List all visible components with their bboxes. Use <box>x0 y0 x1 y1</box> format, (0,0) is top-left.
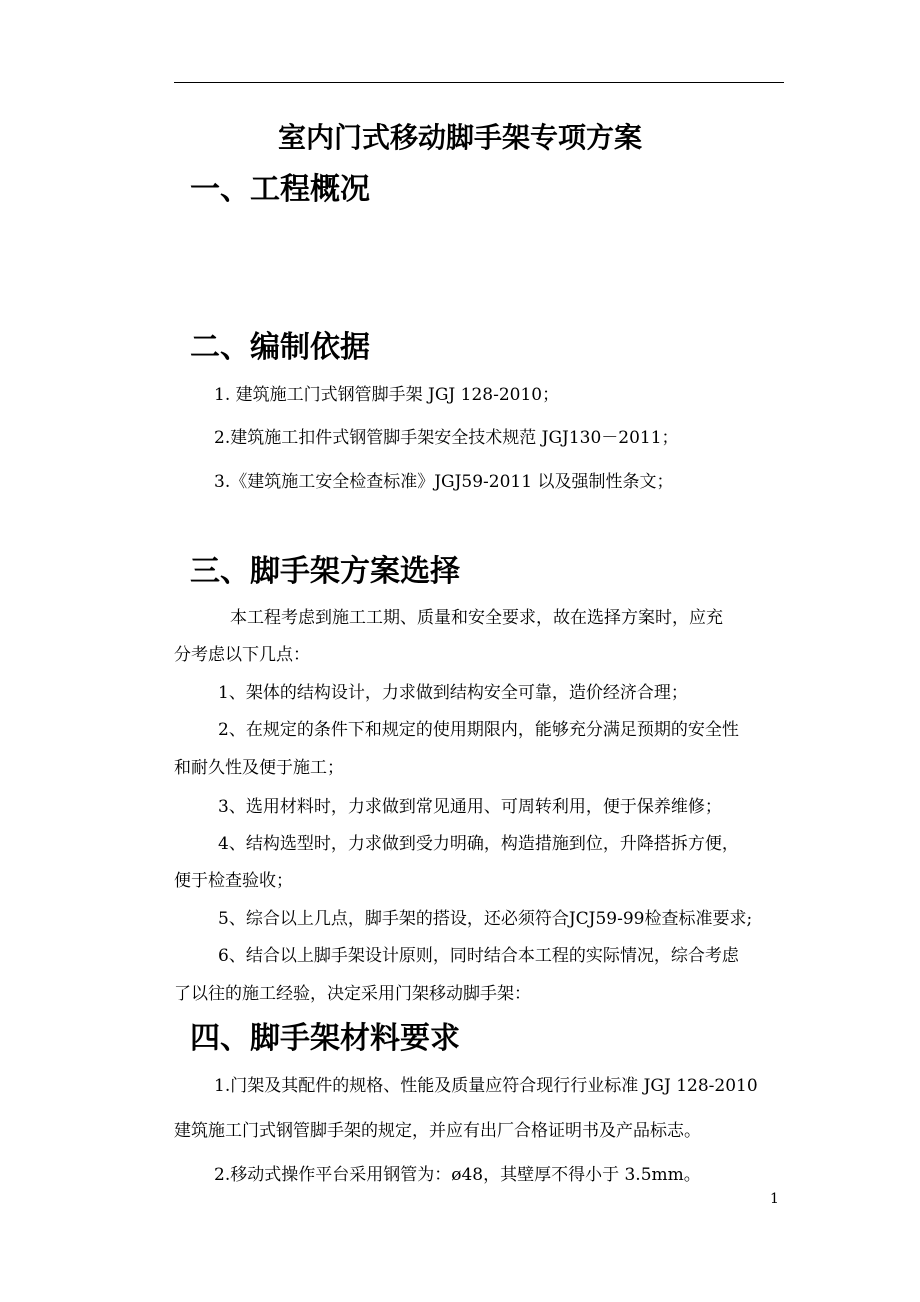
materials-item-2: 2.移动式操作平台采用钢管为：ø48，其壁厚不得小于 3.5mm。 <box>214 1165 701 1185</box>
section-heading-scheme: 三、脚手架方案选择 <box>190 554 460 589</box>
scheme-point-4-line-1: 4、结构选型时，力求做到受力明确，构造措施到位，升降搭拆方便， <box>218 834 739 854</box>
scheme-point-2-line-2: 和耐久性及便于施工； <box>174 758 344 778</box>
scheme-point-6-line-1: 6、结合以上脚手架设计原则，同时结合本工程的实际情况，综合考虑 <box>218 946 739 966</box>
scheme-intro-line-2: 分考虑以下几点： <box>174 645 310 665</box>
materials-item-1-line-2: 建筑施工门式钢管脚手架的规定，并应有出厂合格证明书及产品标志。 <box>174 1121 701 1141</box>
materials-item-1-line-1: 1.门架及其配件的规格、性能及质量应符合现行行业标准 JGJ 128-2010 <box>214 1076 758 1096</box>
basis-item-1: 1. 建筑施工门式钢管脚手架 JGJ 128-2010； <box>214 385 560 405</box>
basis-item-2: 2.建筑施工扣件式钢管脚手架安全技术规范 JGJ130－2011； <box>214 428 679 448</box>
page-number: 1 <box>770 1191 779 1207</box>
section-heading-materials: 四、脚手架材料要求 <box>190 1021 460 1056</box>
scheme-point-5: 5、综合以上几点，脚手架的搭设，还必须符合JCJ59-99检查标准要求; <box>218 909 753 929</box>
section-heading-basis: 二、编制依据 <box>190 330 370 365</box>
scheme-point-2-line-1: 2、在规定的条件下和规定的使用期限内，能够充分满足预期的安全性 <box>218 720 739 740</box>
document-title: 室内门式移动脚手架专项方案 <box>277 121 642 154</box>
scheme-point-1: 1、架体的结构设计，力求做到结构安全可靠，造价经济合理； <box>218 683 688 703</box>
header-rule <box>174 82 784 83</box>
scheme-intro-line-1: 本工程考虑到施工工期、质量和安全要求，故在选择方案时，应充 <box>230 608 723 628</box>
scheme-point-3: 3、选用材料时，力求做到常见通用、可周转利用，便于保养维修； <box>218 797 722 817</box>
basis-item-3: 3.《建筑施工安全检查标准》JGJ59-2011 以及强制性条文； <box>214 472 674 492</box>
scheme-point-6-line-2: 了以往的施工经验，决定采用门架移动脚手架： <box>174 984 531 1004</box>
scheme-point-4-line-2: 便于检查验收； <box>174 871 293 891</box>
section-heading-overview: 一、工程概况 <box>190 172 370 207</box>
